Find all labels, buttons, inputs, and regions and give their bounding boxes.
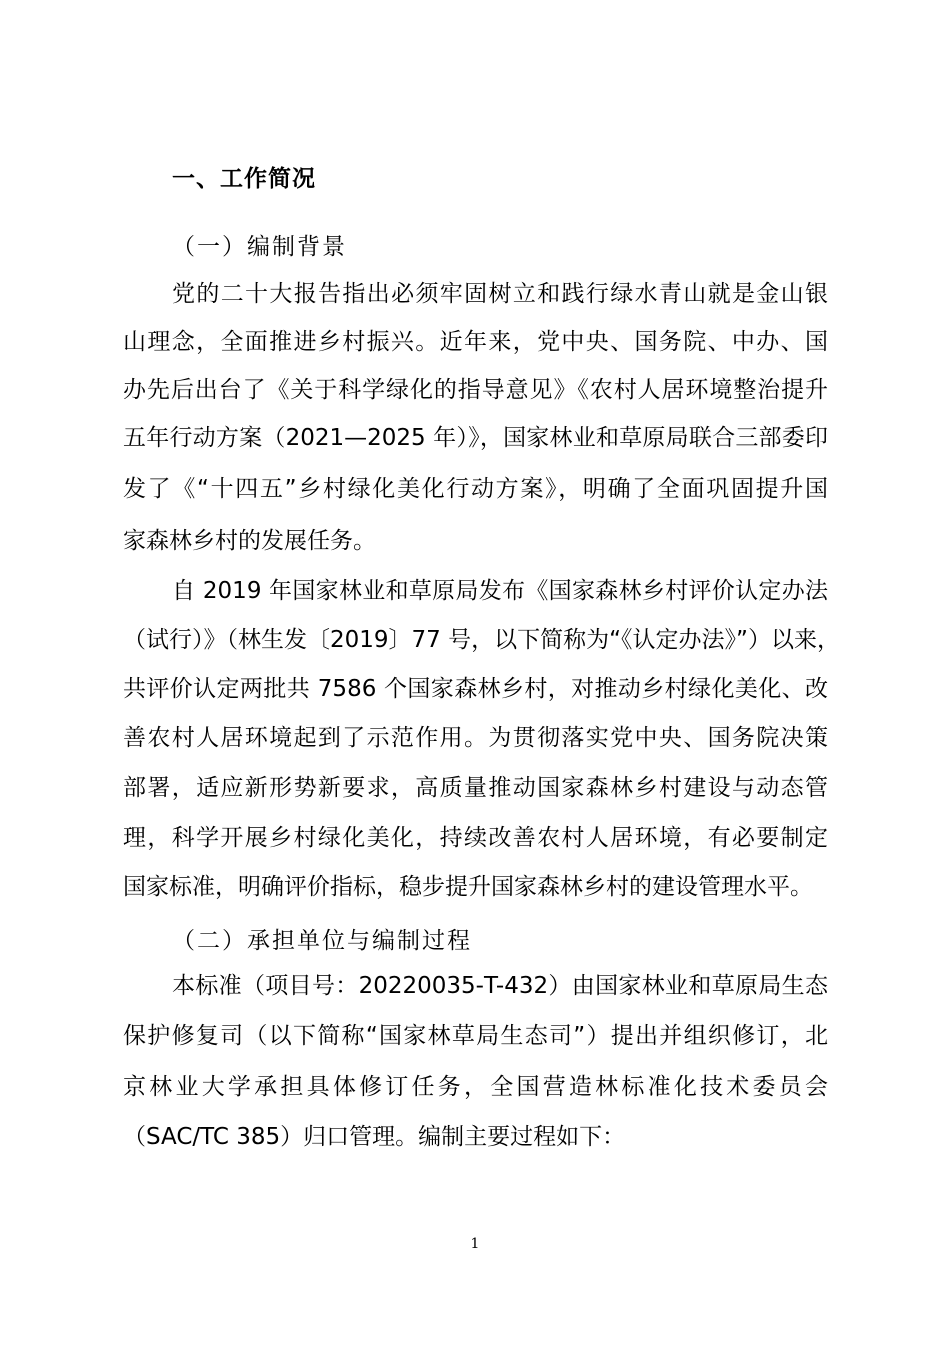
paragraph-line: 发了《“十四五”乡村绿化美化行动方案》，明确了全面巩固提升国 bbox=[123, 476, 828, 502]
paragraph-line: 五年行动方案（2021—2025 年）》，国家林业和草原局联合三部委印 bbox=[123, 425, 828, 451]
paragraph-line: 部署，适应新形势新要求，高质量推动国家森林乡村建设与动态管 bbox=[123, 775, 828, 801]
subsection-heading-background: （一）编制背景 bbox=[172, 234, 347, 260]
paragraph-line: 京林业大学承担具体修订任务，全国营造林标准化技术委员会 bbox=[123, 1074, 828, 1100]
paragraph-line: 山理念，全面推进乡村振兴。近年来，党中央、国务院、中办、国 bbox=[123, 329, 828, 355]
paragraph-line: 党的二十大报告指出必须牢固树立和践行绿水青山就是金山银 bbox=[172, 281, 828, 307]
paragraph-line: 自 2019 年国家林业和草原局发布《国家森林乡村评价认定办法 bbox=[172, 578, 828, 604]
paragraph-line: 家森林乡村的发展任务。 bbox=[123, 528, 376, 554]
paragraph-line: 理，科学开展乡村绿化美化，持续改善农村人居环境，有必要制定 bbox=[123, 825, 828, 851]
paragraph-line: 保护修复司（以下简称“国家林草局生态司”）提出并组织修订，北 bbox=[123, 1023, 828, 1049]
paragraph-line: 本标准（项目号：20220035-T-432）由国家林业和草原局生态 bbox=[172, 973, 828, 999]
paragraph-line: （试行）》（林生发〔2019〕77 号，以下简称为“《认定办法》”）以来， bbox=[123, 627, 840, 653]
page-number: 1 bbox=[470, 1236, 480, 1252]
subsection-heading-process: （二）承担单位与编制过程 bbox=[172, 928, 472, 954]
paragraph-line: （SAC/TC 385）归口管理。编制主要过程如下： bbox=[123, 1124, 626, 1150]
paragraph-line: 国家标准，明确评价指标，稳步提升国家森林乡村的建设管理水平。 bbox=[123, 874, 813, 900]
section-heading: 一、工作简况 bbox=[172, 166, 316, 192]
paragraph-line: 善农村人居环境起到了示范作用。为贯彻落实党中央、国务院决策 bbox=[123, 725, 828, 751]
paragraph-line: 共评价认定两批共 7586 个国家森林乡村，对推动乡村绿化美化、改 bbox=[123, 676, 828, 702]
paragraph-line: 办先后出台了《关于科学绿化的指导意见》《农村人居环境整治提升 bbox=[123, 377, 828, 403]
